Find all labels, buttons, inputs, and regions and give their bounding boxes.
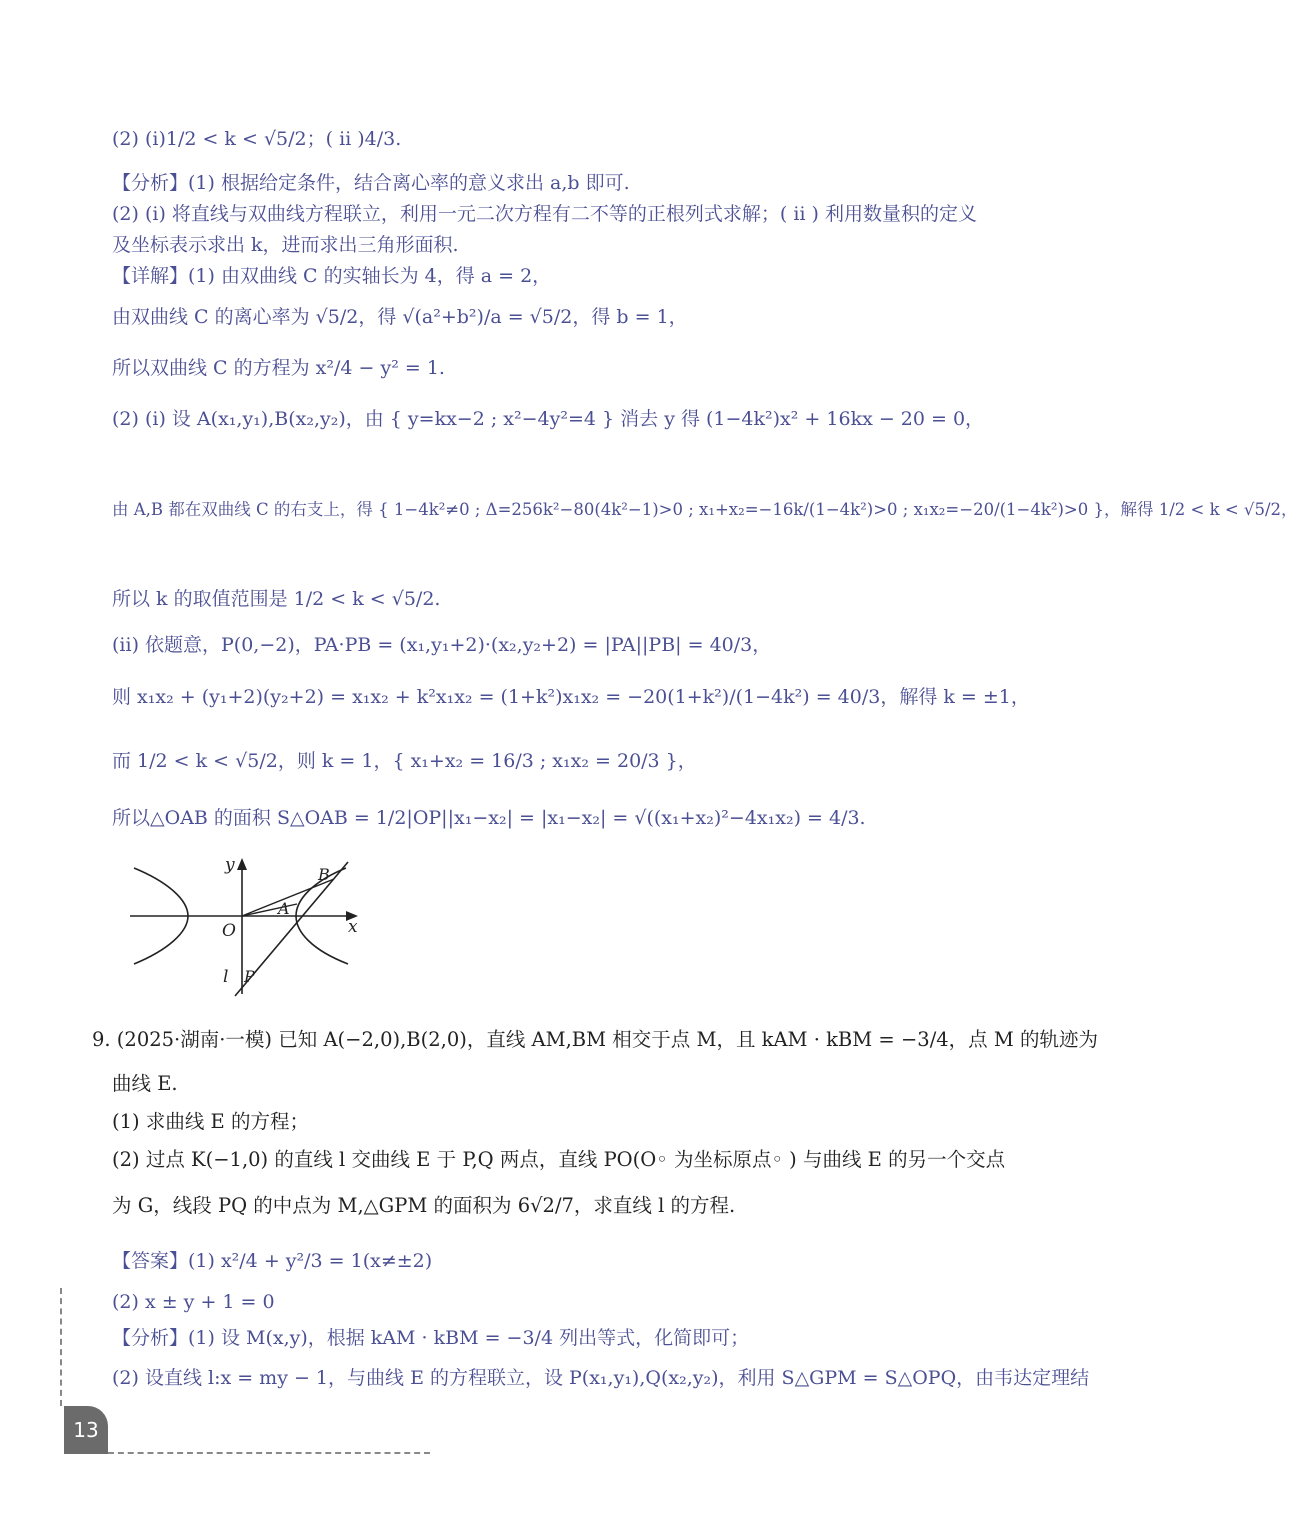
problem-line: (1) 求曲线 E 的方程； bbox=[112, 1110, 309, 1133]
solution-line: 所以 k 的取值范围是 1/2 < k < √5/2. bbox=[112, 588, 441, 610]
problem-line: 9. (2025·湖南·一模) 已知 A(−2,0),B(2,0)，直线 AM,BM 相交于点 M，且 kAM · kBM = −3/4，点 M 的轨迹为 bbox=[92, 1028, 1099, 1051]
solution-line: 由 A,B 都在双曲线 C 的右支上，得 { 1−4k²≠0 ; Δ=256k²−80(4k²−1)>0 ; x₁+x₂=−16k/(1−4k²)>0 ; x₁x₂=−20/(1−4k²)>0 }，解得 1/2 < k < √5/2， bbox=[112, 500, 1298, 519]
problem-line: 为 G，线段 PQ 的中点为 M,△GPM 的面积为 6√2/7，求直线 l 的方程. bbox=[112, 1194, 736, 1217]
label-l: l bbox=[223, 967, 229, 987]
label-x: x bbox=[348, 917, 358, 937]
solution-line: 由双曲线 C 的离心率为 √5/2，得 √(a²+b²)/a = √5/2，得 b = 1， bbox=[112, 306, 688, 328]
page-border-vertical bbox=[60, 1288, 62, 1406]
problem-line: 曲线 E. bbox=[112, 1072, 178, 1095]
solution-line: 而 1/2 < k < √5/2，则 k = 1，{ x₁+x₂ = 16/3 ; x₁x₂ = 20/3 }， bbox=[112, 750, 697, 772]
hyperbola-figure bbox=[120, 850, 370, 1000]
solution-line: 所以△OAB 的面积 S△OAB = 1/2|OP||x₁−x₂| = |x₁−x₂| = √((x₁+x₂)²−4x₁x₂) = 4/3. bbox=[112, 807, 866, 829]
solution-line: 【详解】(1) 由双曲线 C 的实轴长为 4，得 a = 2， bbox=[112, 265, 552, 287]
solution-line: 则 x₁x₂ + (y₁+2)(y₂+2) = x₁x₂ + k²x₁x₂ = (1+k²)x₁x₂ = −20(1+k²)/(1−4k²) = 40/3，解得 k = ±1， bbox=[112, 686, 1030, 708]
solution-line: (2) (i) 将直线与双曲线方程联立，利用一元二次方程有二不等的正根列式求解；( ⅱ ) 利用数量积的定义 bbox=[112, 203, 977, 225]
label-y: y bbox=[225, 855, 235, 875]
page-number: 13 bbox=[64, 1406, 108, 1454]
answer-line: (2) 设直线 l:x = my − 1，与曲线 E 的方程联立，设 P(x₁,y₁),Q(x₂,y₂)，利用 S△GPM = S△OPQ，由韦达定理结 bbox=[112, 1367, 1090, 1389]
y-axis-arrow bbox=[237, 858, 247, 870]
solution-line: 【分析】(1) 根据给定条件，结合离心率的意义求出 a,b 即可. bbox=[112, 172, 630, 194]
problem-line: (2) 过点 K(−1,0) 的直线 l 交曲线 E 于 P,Q 两点，直线 PO(O◦ 为坐标原点◦ ) 与曲线 E 的另一个交点 bbox=[112, 1148, 1006, 1171]
solution-line: 所以双曲线 C 的方程为 x²/4 − y² = 1. bbox=[112, 357, 445, 379]
answer-line: 【答案】(1) x²/4 + y²/3 = 1(x≠±2) bbox=[112, 1250, 433, 1272]
answer-line: 【分析】(1) 设 M(x,y)，根据 kAM · kBM = −3/4 列出等式，化简即可； bbox=[112, 1327, 750, 1349]
solution-line: (ii) 依题意，P(0,−2)，PA·PB = (x₁,y₁+2)·(x₂,y₂+2) = |PA||PB| = 40/3， bbox=[112, 634, 772, 656]
label-a: A bbox=[278, 899, 290, 918]
label-p: P bbox=[244, 967, 255, 986]
page-border-horizontal bbox=[108, 1452, 430, 1454]
label-b: B bbox=[318, 865, 330, 884]
label-o: O bbox=[222, 921, 236, 941]
solution-line: 及坐标表示求出 k，进而求出三角形面积. bbox=[112, 234, 459, 256]
solution-line: (2) (i) 设 A(x₁,y₁),B(x₂,y₂)，由 { y=kx−2 ; x²−4y²=4 } 消去 y 得 (1−4k²)x² + 16kx − 20 = 0， bbox=[112, 408, 985, 430]
answer-line: (2) x ± y + 1 = 0 bbox=[112, 1291, 275, 1313]
solution-line: (2) (i)1/2 < k < √5/2；( ⅱ )4/3. bbox=[112, 128, 402, 150]
